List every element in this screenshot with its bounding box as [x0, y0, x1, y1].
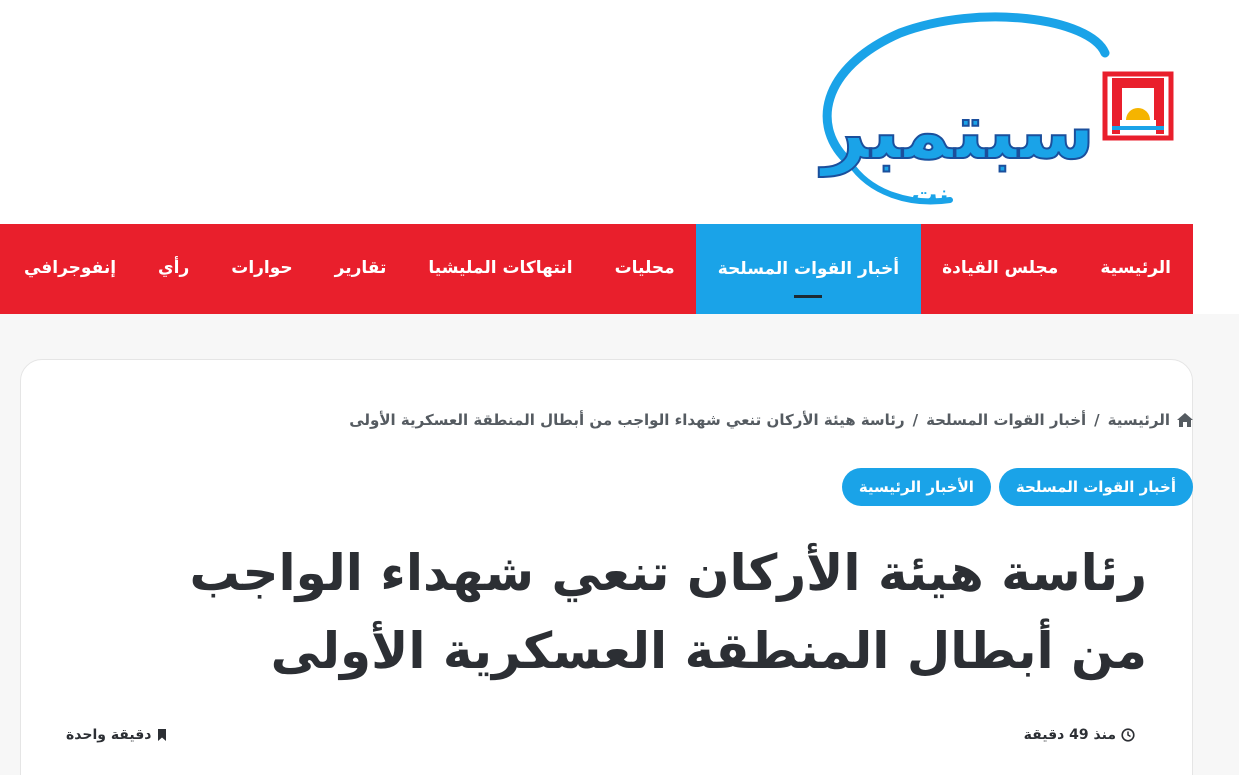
nav-item-label: رأي: [158, 258, 190, 278]
nav-item-infographics[interactable]: [3, 224, 137, 314]
nav-item-opinion[interactable]: [137, 224, 210, 314]
nav-item-interviews[interactable]: [210, 224, 313, 314]
article-title: رئاسة هيئة الأركان تنعي شهداء الواجب من أبطال المنطقة العسكرية الأولى: [189, 544, 1147, 680]
nav-item-label: محليات: [614, 258, 675, 278]
nav-item-label: انتهاكات المليشيا: [428, 258, 573, 278]
reading-time-text: دقيقة واحدة: [66, 727, 152, 743]
svg-text:نت: نت: [911, 180, 949, 210]
nav-item-reports[interactable]: [314, 224, 408, 314]
reading-time: [66, 727, 169, 743]
nav-item-label: أخبار القوات المسلحة: [717, 259, 900, 279]
nav-item-home[interactable]: [1079, 224, 1193, 314]
home-icon: [1176, 412, 1194, 428]
clock-icon: [1121, 728, 1135, 742]
bookmark-icon: [155, 728, 169, 742]
tag-armed-forces-news[interactable]: أخبار القوات المسلحة: [999, 468, 1193, 506]
post-date-text: منذ 49 دقيقة: [1023, 727, 1116, 743]
breadcrumb-separator: /: [1094, 411, 1100, 429]
svg-text:سبتمبر: سبتمبر: [821, 87, 1095, 177]
breadcrumb-separator: /: [912, 411, 919, 429]
logo-graphic: [790, 8, 1180, 218]
tag-main-news[interactable]: الأخبار الرئيسية: [842, 468, 991, 506]
post-tags: [842, 468, 1193, 506]
nav-item-leadership-council[interactable]: [921, 224, 1079, 314]
nav-item-label: مجلس القيادة: [942, 258, 1059, 278]
main-nav: [0, 224, 1193, 314]
site-logo[interactable]: [790, 8, 1180, 218]
nav-item-label: تقارير: [334, 258, 387, 278]
breadcrumb-category[interactable]: أخبار القوات المسلحة: [926, 411, 1087, 429]
post-date: [1024, 727, 1135, 743]
nav-item-militia-violations[interactable]: [407, 224, 593, 314]
breadcrumb: [349, 411, 1194, 429]
breadcrumb-current: رئاسة هيئة الأركان تنعي شهداء الواجب من أبطال المنطقة العسكرية الأولى: [349, 411, 905, 429]
nav-end-spacer: [1193, 224, 1239, 314]
active-indicator: [794, 295, 822, 298]
nav-item-label: إنفوجرافي: [23, 258, 117, 278]
site-header: [0, 0, 1239, 224]
nav-item-local[interactable]: [594, 224, 696, 314]
breadcrumb-home[interactable]: الرئيسية: [1107, 411, 1170, 429]
nav-item-label: حوارات: [231, 258, 293, 278]
nav-item-armed-forces-news[interactable]: [696, 224, 921, 314]
nav-item-label: الرئيسية: [1100, 258, 1171, 278]
